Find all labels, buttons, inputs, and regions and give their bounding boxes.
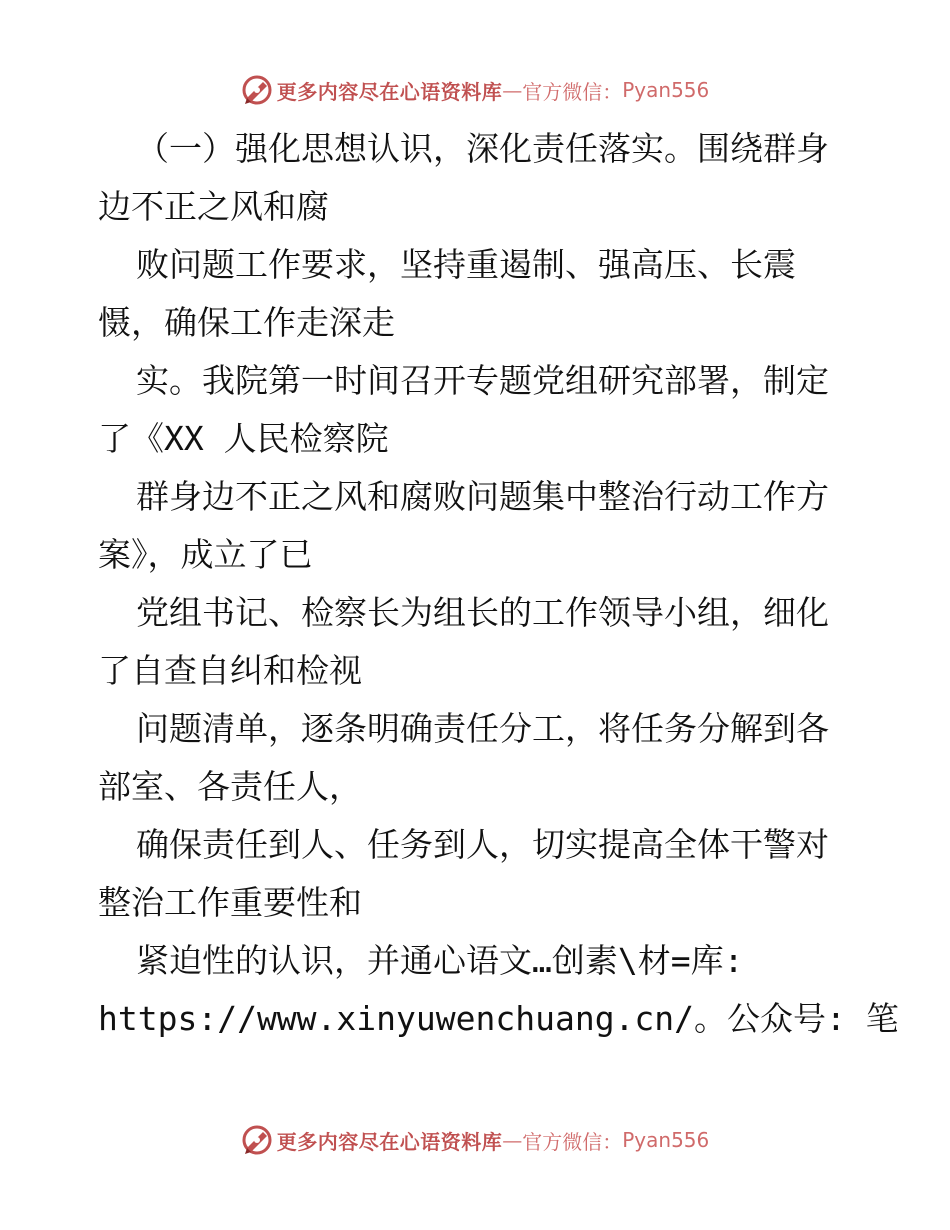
banner-wechat-label: 官方微信： xyxy=(522,79,623,104)
banner-wechat-id: Pyan556 xyxy=(622,1128,710,1152)
text-line: 慑，确保工作走深走 xyxy=(98,303,395,342)
text-line: 问题清单，逐条明确责任分工，将任务分解到各 xyxy=(136,709,829,748)
banner-brand-text: 更多内容尽在心语资料库 xyxy=(276,79,503,104)
text-line: 案》，成立了已 xyxy=(98,535,313,574)
banner-wechat-label: 官方微信： xyxy=(522,1129,623,1154)
banner-wechat-id: Pyan556 xyxy=(622,78,710,102)
text-line: （一）强化思想认识，深化责任落实。围绕群身 xyxy=(136,129,829,168)
text-line: 边不正之风和腐 xyxy=(98,187,329,226)
text-line: 了《XX 人民检察院 xyxy=(98,419,389,458)
text-line: 确保责任到人、任务到人，切实提高全体干警对 xyxy=(136,825,829,864)
text-line: 部室、各责任人， xyxy=(98,767,362,806)
text-line: 败问题工作要求，坚持重遏制、强高压、长震 xyxy=(136,245,796,284)
footer-banner xyxy=(0,1120,950,1160)
text-line: 党组书记、检察长为组长的工作领导小组，细化 xyxy=(136,593,829,632)
text-line: 群身边不正之风和腐败问题集中整治行动工作方 xyxy=(136,477,829,516)
pen-logo-icon xyxy=(241,1124,273,1156)
body-text xyxy=(98,120,899,1048)
text-line: 实。我院第一时间召开专题党组研究部署，制定 xyxy=(136,361,829,400)
pen-logo-icon xyxy=(241,74,273,106)
banner-brand-text: 更多内容尽在心语资料库 xyxy=(276,1129,503,1154)
text-line: 了自查自纠和检视 xyxy=(98,651,362,690)
banner-dash: — xyxy=(502,1128,523,1152)
text-line: https://www.xinyuwenchuang.cn/。公众号: 笔 xyxy=(98,999,899,1038)
text-line: 紧迫性的认识，并通心语文…创素\材=库: xyxy=(136,941,744,980)
header-banner xyxy=(0,70,950,110)
banner-dash: — xyxy=(502,78,523,102)
text-line: 整治工作重要性和 xyxy=(98,883,362,922)
